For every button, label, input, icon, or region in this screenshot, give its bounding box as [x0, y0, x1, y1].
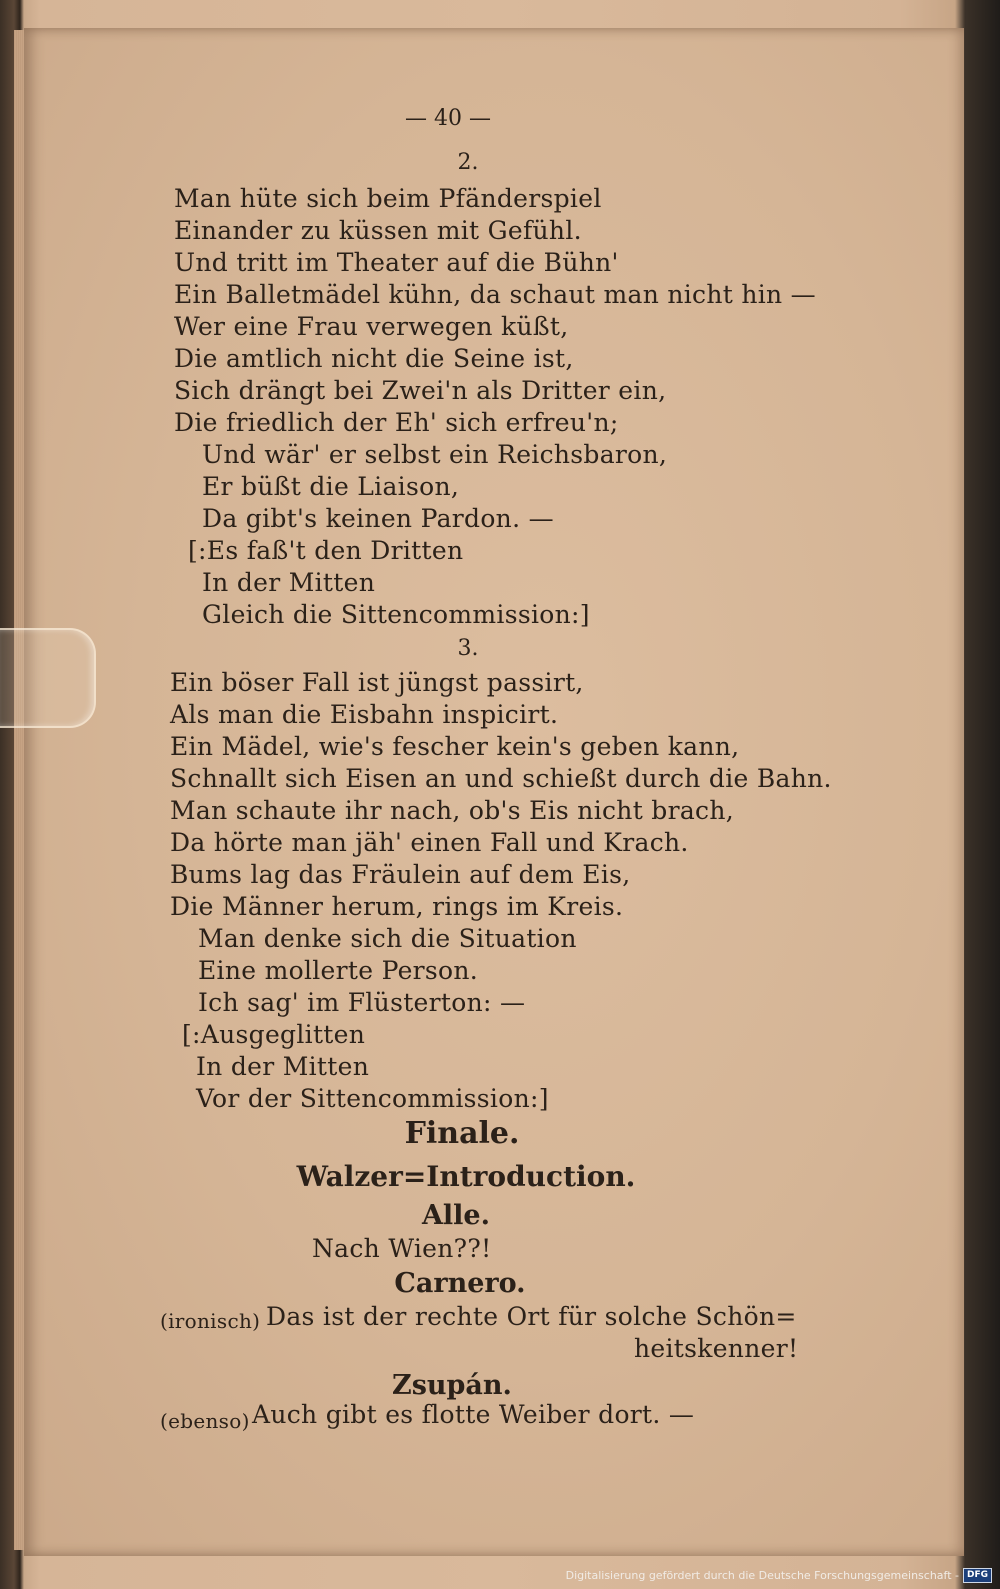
verse-line: Ein Mädel, wie's fescher kein's geben kann,: [170, 732, 740, 761]
verse-line: [:Es faß't den Dritten: [188, 536, 464, 565]
finale-subtitle: Walzer=Introduction.: [296, 1160, 636, 1193]
dialogue-line-alle: Nach Wien??!: [312, 1234, 492, 1263]
verse-line: Gleich die Sittencommission:]: [202, 600, 590, 629]
verse-line: Die Männer herum, rings im Kreis.: [170, 892, 624, 921]
verse-line: Ich sag' im Flüsterton: —: [198, 988, 526, 1017]
verse-line: [:Ausgeglitten: [182, 1020, 366, 1049]
speaker-alle: Alle.: [421, 1200, 491, 1231]
dialogue-line-carnero: Das ist der rechte Ort für solche Schön=: [266, 1302, 797, 1331]
verse-line: Ein böser Fall ist jüngst passirt,: [170, 668, 584, 697]
stage-direction-carnero: (ironisch): [160, 1309, 261, 1333]
dfg-logo-icon: DFG: [963, 1568, 992, 1583]
verse-line: Bums lag das Fräulein auf dem Eis,: [170, 860, 631, 889]
verse-line: Man schaute ihr nach, ob's Eis nicht brach,: [170, 796, 734, 825]
verse-line: Wer eine Frau verwegen küßt,: [174, 312, 569, 341]
verse-line: Vor der Sittencommission:]: [196, 1084, 549, 1113]
verse-line: Da hörte man jäh' einen Fall und Krach.: [170, 828, 689, 857]
verse-line: In der Mitten: [196, 1052, 370, 1081]
dialogue-line-carnero-cont: heitskenner!: [634, 1334, 799, 1363]
verse-line: In der Mitten: [202, 568, 376, 597]
digitization-credit: [566, 1567, 992, 1583]
verse-line: Und tritt im Theater auf die Bühn': [174, 248, 619, 277]
stanza-number-3: 3.: [457, 636, 479, 661]
verse-line: Die friedlich der Eh' sich erfreu'n;: [174, 408, 619, 437]
stage-direction-zsupan: (ebenso): [160, 1409, 250, 1433]
verse-line: Man denke sich die Situation: [198, 924, 577, 953]
verse-line: Er büßt die Liaison,: [202, 472, 460, 501]
dialogue-line-zsupan: Auch gibt es flotte Weiber dort. —: [252, 1400, 695, 1429]
verse-line: Die amtlich nicht die Seine ist,: [174, 344, 574, 373]
verse-line: Sich drängt bei Zwei'n als Dritter ein,: [174, 376, 667, 405]
credit-text: Digitalisierung gefördert durch die Deutsche Forschungsgemeinschaft -: [565, 1568, 959, 1582]
verse-line: Da gibt's keinen Pardon. —: [202, 504, 554, 533]
verse-line: Man hüte sich beim Pfänderspiel: [174, 184, 602, 213]
verse-line: Einander zu küssen mit Gefühl.: [174, 216, 582, 245]
verse-line: Eine mollerte Person.: [198, 956, 479, 985]
page-number: — 40 —: [405, 106, 491, 131]
verse-line: Und wär' er selbst ein Reichsbaron,: [202, 440, 668, 469]
verse-line: Schnallt sich Eisen an und schießt durch die Bahn.: [170, 764, 832, 793]
speaker-zsupan: Zsupán.: [392, 1370, 512, 1401]
verse-line: Als man die Eisbahn inspicirt.: [170, 700, 559, 729]
verse-line: Ein Balletmädel kühn, da schaut man nicht hin —: [174, 280, 816, 309]
stanza-number-2: 2.: [457, 150, 479, 175]
finale-title: Finale.: [404, 1116, 520, 1151]
speaker-carnero: Carnero.: [394, 1268, 526, 1299]
